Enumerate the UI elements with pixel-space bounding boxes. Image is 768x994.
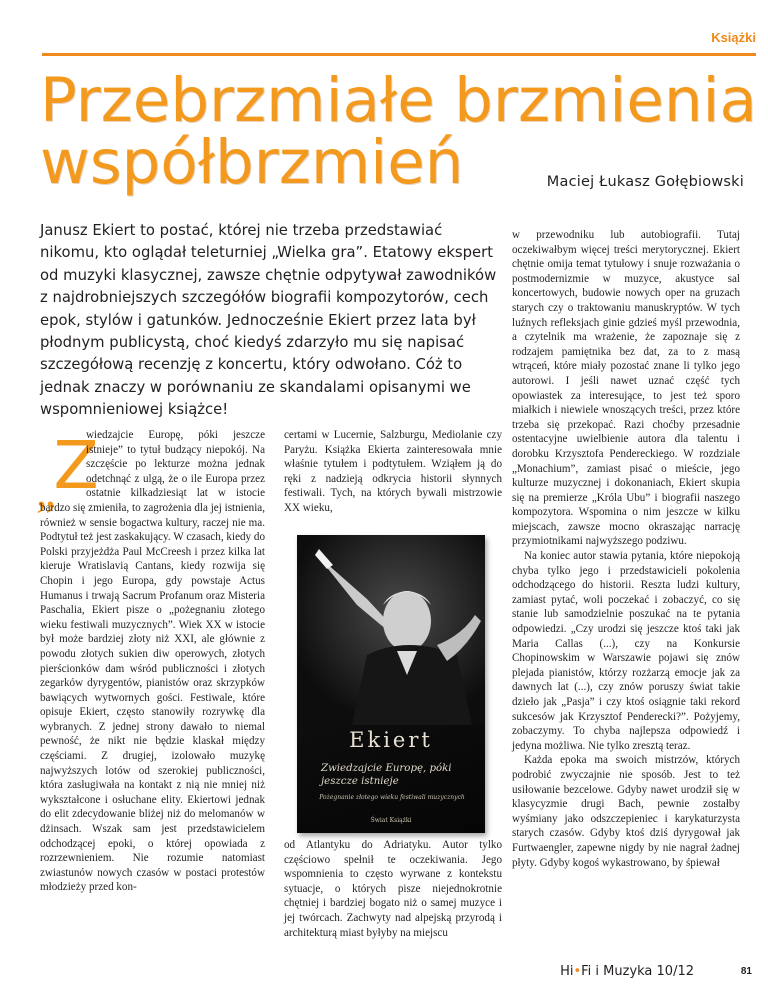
magazine-name-part: Hi	[560, 964, 574, 979]
magazine-dot: •	[573, 964, 582, 979]
headline-line-2: współbrzmień	[40, 127, 464, 198]
author-byline: Maciej Łukasz Gołębiowski	[546, 174, 744, 190]
body-column-middle-bottom	[284, 838, 502, 940]
body-paragraph: Każda epoka ma swoich mistrzów, których podrobić zwyczajnie nie sposób. Jest to też usiłowanie bezcelowe. Gdyby nawet urodził się w klasycyzmie drugi Bach, pewnie zostałby wyśmiany jako odszczepieniec i karykaturzysta starych czasów. Gdyby ktoś dziś dyrygował jak Furtwaengler, zapewne nigdy by nie nagrał żadnej płyty. Gdyby kogoś wykastrowano, by śpiewał	[512, 754, 740, 869]
body-paragraph: od Atlantyku do Adriatyku. Autor tylko częściowo spełnił te oczekiwania. Jego wspomnienia to często wyrwane z kontekstu sytuacje, o których pisze niejednokrotnie chętniej i bardziej bogato niż o samej muzyce i jej twórcach. Zachwyty nad alpejską przyrodą i architekturą miast byłyby na miejscu	[284, 839, 502, 939]
magazine-footer	[560, 964, 694, 979]
body-column-left	[40, 428, 265, 895]
book-cover-image	[297, 535, 485, 833]
book-title: Ekiert	[349, 728, 433, 752]
article-lead: Janusz Ekiert to postać, której nie trzeba przedstawiać nikomu, kto oglądał teleturniej „Wielka gra”. Etatowy ekspert od muzyki klasycznej, zawsze chętnie odpytywał zawodników z najdrobniejszych szczegółów biografii kompozytorów, cech epok, stylów i gatunków. Jednocześnie Ekiert przez lata był płodnym publicystą, choć kiedyś zdarzyło mu się napisać szczegółową recenzję z koncertu, który odwołano. Cóż to jednak znaczy w porównaniu ze skandalami opisanymi we wspomnieniowej książce!	[40, 222, 497, 419]
drop-cap-letter: Z	[53, 427, 99, 504]
section-rule	[42, 53, 756, 56]
book-publisher: Świat Książki	[370, 817, 412, 824]
body-paragraph: Na koniec autor stawia pytania, które niepokoją chyba tylko jego i przedstawicieli pokolenia odchodzącego do historii. Reszta ludzi kultury, zamiast pytać, woli poczekać i zobaczyć, co się stanie lub samodzielnie poszukać na te pytania odpowiedzi. „Czy urodzi się jeszcze ktoś taki jak Maria Callas (...), czy na Konkursie Chopinowskim w Warszawie pojawi się znów plejada pianistów, którzy rozżarzą emocje jak za dawnych lat (...), czy znów poruszy świat takie dzieło jak „Pasja” i czy ktoś osiągnie taki rekord sukcesów jak Krzysztof Penderecki?”. Pożyjemy, zobaczymy. To chyba najlepsza odpowiedź i jedyna możliwa. Nie tylko zresztą teraz.	[512, 550, 740, 752]
body-paragraph: certami w Lucernie, Salzburgu, Mediolanie czy Paryżu. Książka Ekierta zainteresowała mnie właśnie tytułem i podtytułem. Wziąłem ją do ręki z nadzieją odkrycia historii słynnych festiwali. Tych, na których bywali mistrzowie XX wieku,	[284, 429, 502, 514]
book-tagline: Pożegnanie złotego wieku festiwali muzycznych	[319, 794, 465, 801]
body-paragraph: w przewodniku lub autobiografii. Tutaj oczekiwałbym więcej treści merytorycznej. Ekiert chętnie omija temat tytułowy i snuje rozważania o postmodernizmie w muzyce, akustyce sal koncertowych, budowie nowych oper na gruzach starych czy o traktowaniu manuskryptów. W tych luźnych refleksjach ginie gdzieś myśl przewodnia, a czytelnik ma wrażenie, że zapoznaje się z rodzajem pamiętnika bez dat, za to z masą wtrąceń, które miały pozostać znane li tylko jego autorowi. I jeśli nawet uznać część tych opowiastek za interesujące, to jest też sporo miałkich i niewiele wnoszących treści, przez które trzeba się przekopać. Razi choćby przesadnie ostentacyjne uwielbienie autora dla talentu i dorobku Krzysztofa Pendereckiego. W rozdziale „Monachium”, zamiast pisać o mieście, jego kulturze muzycznej i dokonaniach, Ekiert skupia się na premierze „Króla Ubu” i biografii naszego kompozytora. Wspomina o nim jeszcze w kilku miejscach, zawsze mocno okraszając narrację przymiotnikami najwyższego podziwu.	[512, 229, 740, 548]
section-label: Książki	[711, 30, 756, 45]
book-subtitle: Zwiedzajcie Europę, póki jeszcze istnieje	[321, 763, 452, 787]
page-number: 81	[740, 966, 752, 977]
conductor-photo	[297, 535, 485, 725]
headline-line-1: Przebrzmiałe brzmienia	[40, 65, 757, 136]
body-column-right	[512, 228, 740, 870]
body-paragraph: wiedzajcie Europę, póki jeszcze istnieje” to tytuł budzący niepokój. Na szczęście po lekturze można jednak odetchnąć z ulgą, że o ile Europa przez ostatnie kilkadziesiąt lat w istocie bardzo się zmieniła, to zagrożenia dla jej istnienia, również w sensie bogactwa kultury, raczej nie ma. Podtytuł też jest zaskakujący. W czasach, kiedy do Polski przyjeżdża Paul McCreesh i przez kilka lat kieruje Wratislavią Cantans, kiedy rozwija się Chopin i jego Europa, gdy powstaje Actus Humanus i trwają Sacrum Profanum oraz Misteria Paschalia, Ekiert pisze o „pożegnaniu złotego wieku festiwali muzycznych”. Wiek XX w istocie był może bardziej złoty niż XXI, ale głównie z powodu złotych sukien diw operowych, złotych pierścionków dam wśród publiczności i złotych zegarków dyrygentów, pianistów oraz skrzypków bawiących wytwornych gości. Festiwale, które opisuje Ekiert, często stanowiły rozrywkę dla wybranych. Z jednej strony dawało to niemal pewność, że nikt nie będzie klaskał między częściami. Z drugiej, izolowało muzykę najwyższych lotów od szerokiej publiczności, która zasługiwała na kontakt z nią nie mniej niż wykształcone i osłuchane elity. Ekiertowi jednak do elit zdecydowanie bliżej niż do melomanów w dżinsach. Wszak sam jest przedstawicielem odchodzącej epoki, o której opowiada z rozrzewnieniem. Nie rozumie natomiast zwiastunów nowych czasów w postaci protestów młodzieży przed kon-	[40, 429, 265, 894]
magazine-issue: Fi i Muzyka 10/12	[581, 964, 694, 979]
body-column-middle-top	[284, 428, 502, 516]
drop-cap-quote: „	[36, 467, 56, 516]
